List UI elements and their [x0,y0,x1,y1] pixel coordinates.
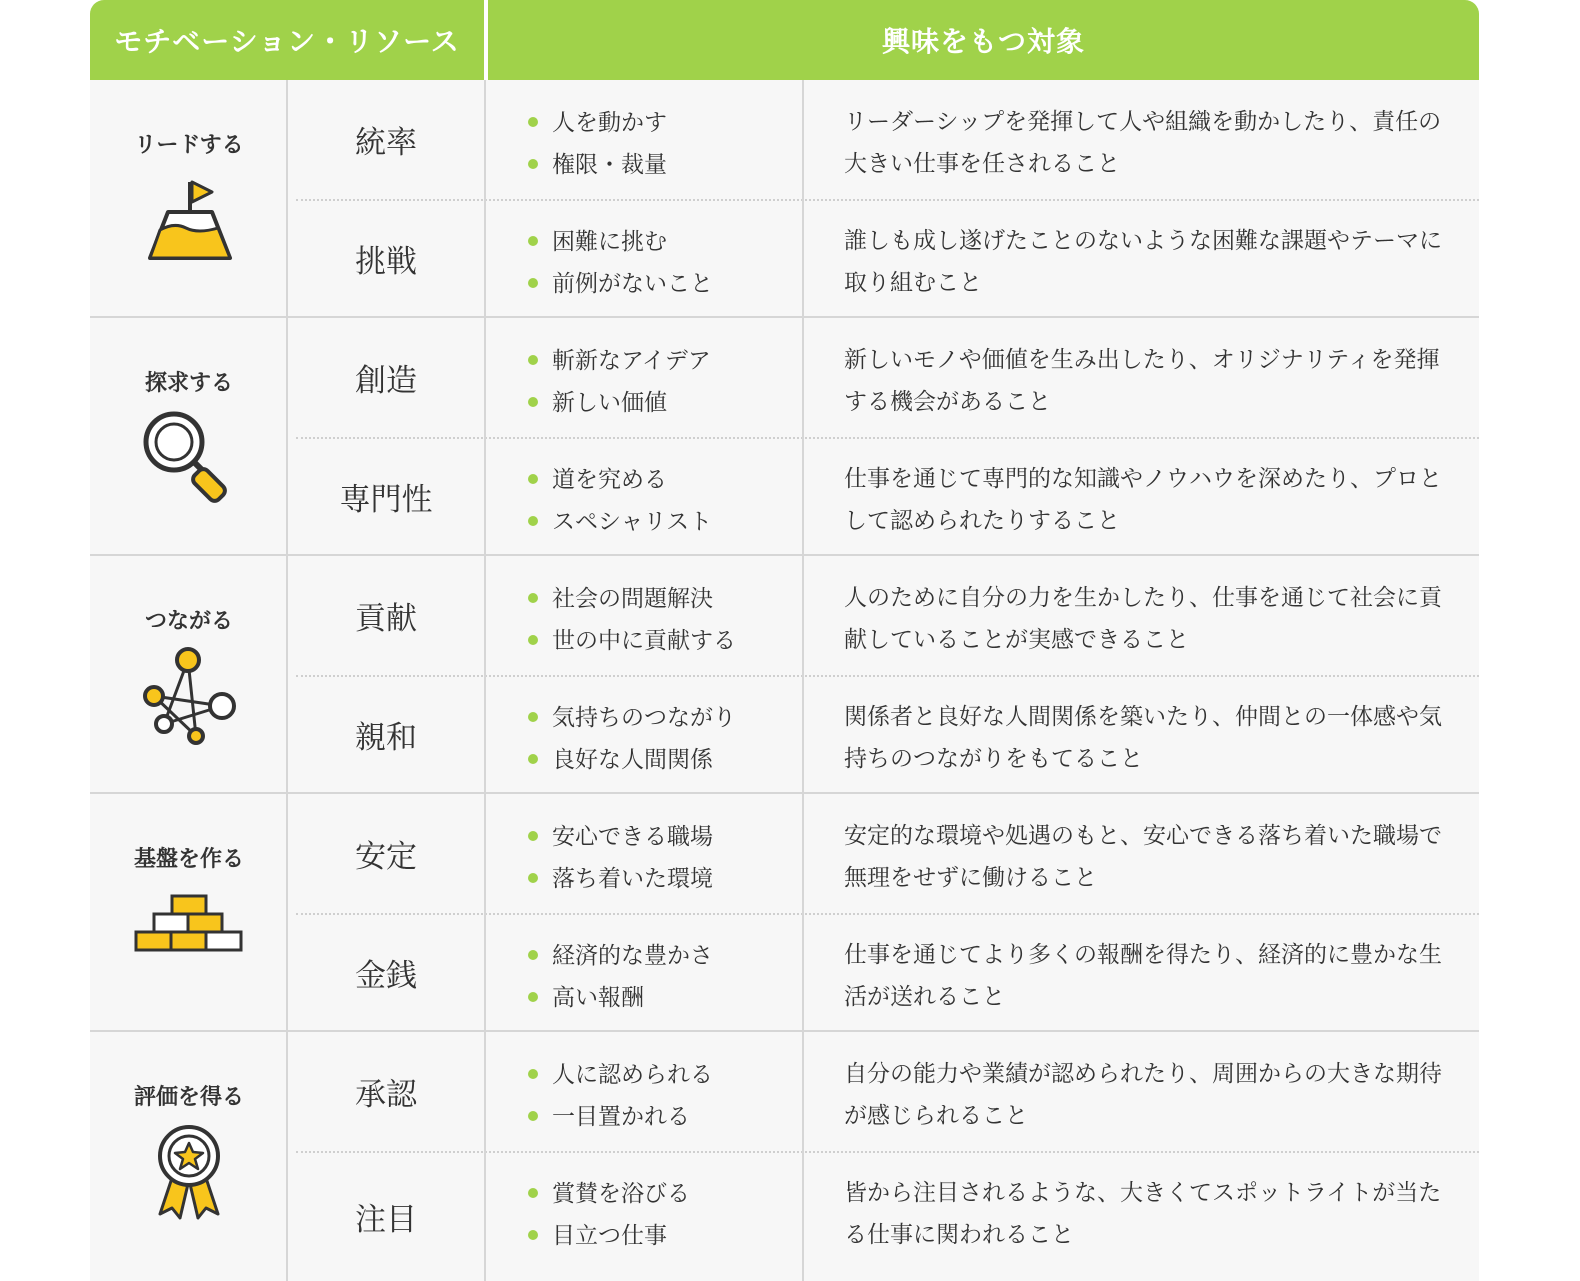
category-cell [90,1032,288,1281]
group-connect [90,556,1479,794]
subcategory-name: 貢献 [288,556,486,675]
subcategory-row [288,1032,1479,1151]
description: リーダーシップを発揮して人や組織を動かしたり、責任の大きい仕事を任されること [844,109,1442,177]
keyword-list [488,913,804,1032]
keyword-item: 人に認められる [528,1056,713,1089]
category-label: 基盤を作る [133,847,244,872]
keyword-item: 前例がないこと [528,265,713,298]
header-interest-target: 興味をもつ対象 [488,0,1479,80]
keyword-item: 気持ちのつながり [528,699,736,732]
category-label: 評価を得る [133,1085,244,1110]
subcategory-row [288,794,1479,913]
keyword-item: 道を究める [528,461,667,494]
keyword-list [488,556,804,675]
bricks-icon [134,884,244,984]
subcategory-row [288,1151,1479,1281]
keyword-item: 困難に挑む [528,223,667,256]
keyword-item: 社会の問題解決 [528,580,713,613]
keyword-item: 経済的な豊かさ [528,937,713,970]
network-icon [134,646,244,746]
subcategory-row [288,556,1479,675]
subcategory-name: 専門性 [288,437,486,556]
description: 関係者と良好な人間関係を築いたり、仲間との一体感や気持ちのつながりをもてること [844,704,1442,772]
description: 自分の能力や業績が認められたり、周囲からの大きな期待が感じられること [844,1061,1442,1129]
bullet-dot-icon [528,873,538,883]
bullet-dot-icon [528,1111,538,1121]
keyword-item: 権限・裁量 [528,146,667,179]
bullet-dot-icon [528,1188,538,1198]
subcategory-name: 親和 [288,675,486,794]
header-motivation-resource: モチベーション・リソース [90,0,484,80]
group-foundation [90,794,1479,1032]
keyword-item: 目立つ仕事 [528,1217,667,1250]
description: 仕事を通じてより多くの報酬を得たり、経済的に豊かな生活が送れること [844,942,1442,1010]
description: 仕事を通じて専門的な知識やノウハウを深めたり、プロとして認められたりすること [844,466,1442,534]
keyword-item: 高い報酬 [528,979,644,1012]
keyword-item: 世の中に貢献する [528,622,736,655]
bullet-dot-icon [528,992,538,1002]
bullet-dot-icon [528,516,538,526]
subcategory-row [288,199,1479,318]
subcategory-name: 安定 [288,794,486,913]
description: 皆から注目されるような、大きくてスポットライトが当たる仕事に関われること [844,1180,1442,1248]
bullet-dot-icon [528,1069,538,1079]
subcategory-name: 統率 [288,80,486,199]
subcategory-name: 承認 [288,1032,486,1151]
group-recognition [90,1032,1479,1281]
keyword-list [488,1151,804,1281]
keyword-item: 落ち着いた環境 [528,860,713,893]
subcategory-name: 創造 [288,318,486,437]
bullet-dot-icon [528,397,538,407]
keyword-item: 良好な人間関係 [528,741,713,774]
bullet-dot-icon [528,474,538,484]
keyword-list [488,199,804,318]
group-lead [90,80,1479,318]
category-cell [90,80,288,316]
description: 誰しも成し遂げたことのないような困難な課題やテーマに取り組むこと [844,228,1442,296]
subcategory-row [288,80,1479,199]
category-cell [90,318,288,554]
keyword-item: 斬新なアイデア [528,342,711,375]
category-label: リードする [134,133,244,158]
keyword-item: 新しい価値 [528,384,667,417]
motivation-table [90,0,1479,1281]
subcategory-name: 注目 [288,1151,486,1281]
bullet-dot-icon [528,117,538,127]
bullet-dot-icon [528,593,538,603]
subcategory-name: 金銭 [288,913,486,1032]
keyword-item: 安心できる職場 [528,818,713,851]
bullet-dot-icon [528,1230,538,1240]
bullet-dot-icon [528,355,538,365]
keyword-item: 一目置かれる [528,1098,690,1131]
subcategory-row [288,437,1479,556]
bullet-dot-icon [528,236,538,246]
bullet-dot-icon [528,831,538,841]
category-label: つながる [144,609,233,634]
bullet-dot-icon [528,754,538,764]
medal-icon [134,1122,244,1222]
description: 人のために自分の力を生かしたり、仕事を通じて社会に貢献していることが実感できること [844,585,1442,653]
keyword-list [488,1032,804,1151]
bullet-dot-icon [528,712,538,722]
keyword-item: 人を動かす [528,104,667,137]
subcategory-name: 挑戦 [288,199,486,318]
subcategory-row [288,913,1479,1032]
keyword-list [488,437,804,556]
magnifier-icon [134,408,244,508]
group-explore [90,318,1479,556]
bullet-dot-icon [528,950,538,960]
category-label: 探求する [144,371,233,396]
keyword-list [488,80,804,199]
bullet-dot-icon [528,159,538,169]
category-cell [90,556,288,792]
subcategory-row [288,318,1479,437]
bullet-dot-icon [528,635,538,645]
keyword-list [488,318,804,437]
mountain-flag-icon [134,170,244,270]
keyword-item: 賞賛を浴びる [528,1175,690,1208]
bullet-dot-icon [528,278,538,288]
keyword-list [488,675,804,794]
description: 新しいモノや価値を生み出したり、オリジナリティを発揮する機会があること [844,347,1440,415]
keyword-item: スペシャリスト [528,503,712,536]
description: 安定的な環境や処遇のもと、安心できる落ち着いた職場で無理をせずに働けること [844,823,1442,891]
category-cell [90,794,288,1030]
keyword-list [488,794,804,913]
subcategory-row [288,675,1479,794]
